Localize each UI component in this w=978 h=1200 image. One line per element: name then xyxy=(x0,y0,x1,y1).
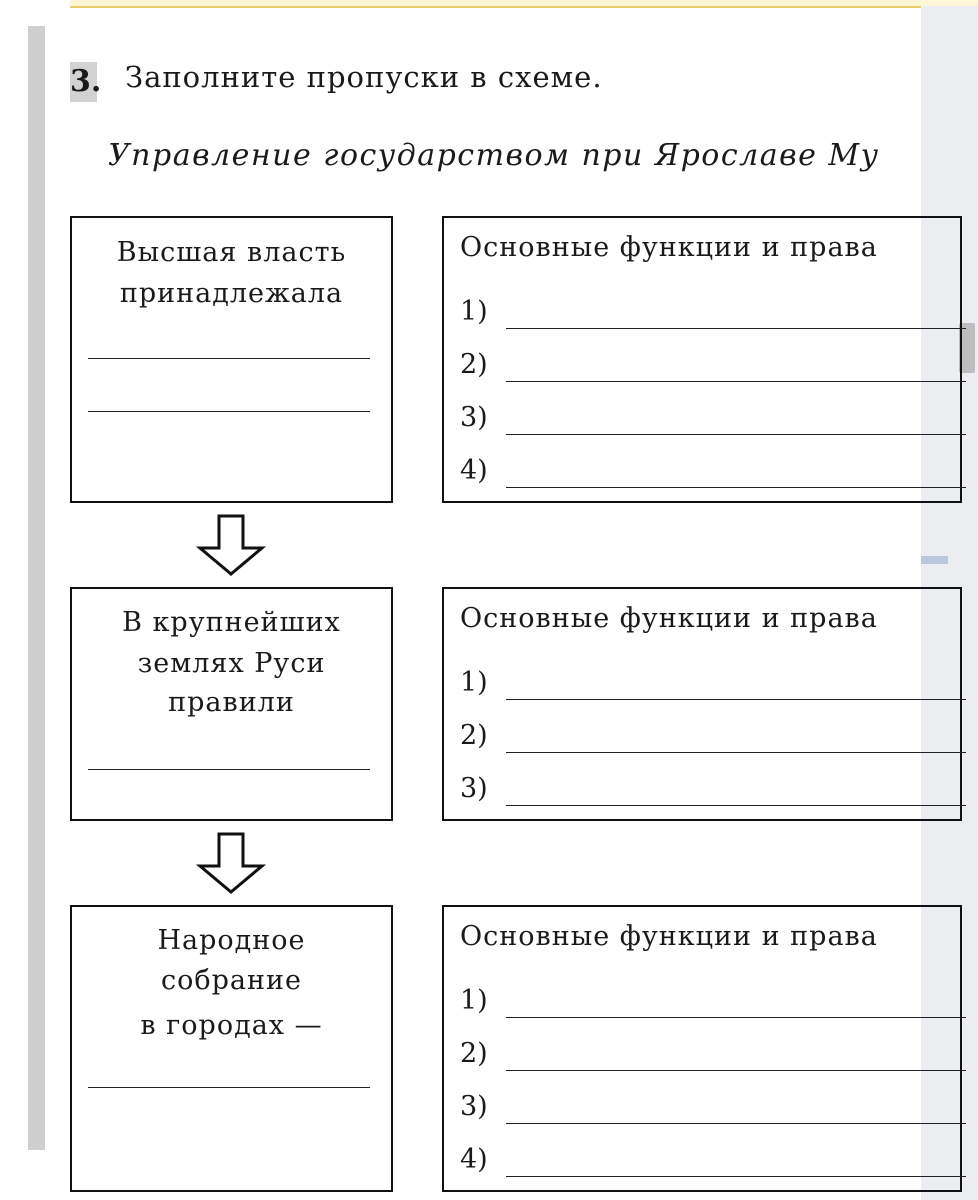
item-number: 4) xyxy=(460,1144,488,1175)
functions-heading: Основные функции и права xyxy=(460,603,878,634)
answer-item[interactable] xyxy=(460,1034,960,1074)
box-label-line: в городах — xyxy=(140,1010,323,1041)
answer-item[interactable] xyxy=(460,769,960,809)
regional-rulers-box xyxy=(70,587,393,821)
answer-line[interactable] xyxy=(506,1070,966,1071)
answer-item[interactable] xyxy=(460,1140,960,1180)
down-arrow-icon xyxy=(196,832,266,894)
box-label-line: Народное xyxy=(157,925,306,956)
item-number: 3) xyxy=(460,1091,488,1122)
answer-line[interactable] xyxy=(506,699,966,700)
item-number: 2) xyxy=(460,720,488,751)
answer-line[interactable] xyxy=(506,381,966,382)
box-label-line: собрание xyxy=(161,965,302,996)
box-label-line: В крупнейших xyxy=(122,607,341,638)
answer-blank[interactable] xyxy=(88,411,370,412)
answer-line[interactable] xyxy=(506,1123,966,1124)
item-number: 1) xyxy=(460,296,488,327)
answer-line[interactable] xyxy=(506,752,966,753)
answer-line[interactable] xyxy=(506,487,966,488)
answer-item[interactable] xyxy=(460,981,960,1021)
box-label-line: правили xyxy=(168,687,295,718)
answer-item[interactable] xyxy=(460,398,960,438)
answer-item[interactable] xyxy=(460,345,960,385)
answer-item[interactable] xyxy=(460,451,960,491)
scroll-position-marker xyxy=(921,556,948,564)
functions-box xyxy=(442,905,962,1192)
answer-item[interactable] xyxy=(460,716,960,756)
task-instruction: Заполните пропуски в схеме. xyxy=(125,60,603,94)
answer-line[interactable] xyxy=(506,1017,966,1018)
peoples-assembly-box xyxy=(70,905,393,1192)
answer-line[interactable] xyxy=(506,434,966,435)
supreme-power-box xyxy=(70,216,393,503)
answer-line[interactable] xyxy=(506,328,966,329)
box-label-line: Высшая власть xyxy=(116,237,347,268)
item-number: 3) xyxy=(460,402,488,433)
item-number: 3) xyxy=(460,773,488,804)
answer-line[interactable] xyxy=(506,805,966,806)
answer-blank[interactable] xyxy=(88,769,370,770)
answer-blank[interactable] xyxy=(88,358,370,359)
box-label-line: принадлежала xyxy=(119,278,344,309)
functions-heading: Основные функции и права xyxy=(460,232,878,263)
item-number: 4) xyxy=(460,455,488,486)
answer-item[interactable] xyxy=(460,1087,960,1127)
answer-line[interactable] xyxy=(506,1176,966,1177)
functions-box xyxy=(442,216,962,503)
item-number: 2) xyxy=(460,1038,488,1069)
item-number: 1) xyxy=(460,985,488,1016)
answer-item[interactable] xyxy=(460,292,960,332)
box-label-line: землях Руси xyxy=(137,648,326,679)
answer-blank[interactable] xyxy=(88,1087,370,1088)
task-number: 3. xyxy=(70,62,97,102)
down-arrow-icon xyxy=(196,514,266,576)
functions-box xyxy=(442,587,962,821)
answer-item[interactable] xyxy=(460,663,960,703)
scheme-title: Управление государством при Ярославе Му xyxy=(108,138,880,173)
functions-heading: Основные функции и права xyxy=(460,921,878,952)
item-number: 2) xyxy=(460,349,488,380)
item-number: 1) xyxy=(460,667,488,698)
